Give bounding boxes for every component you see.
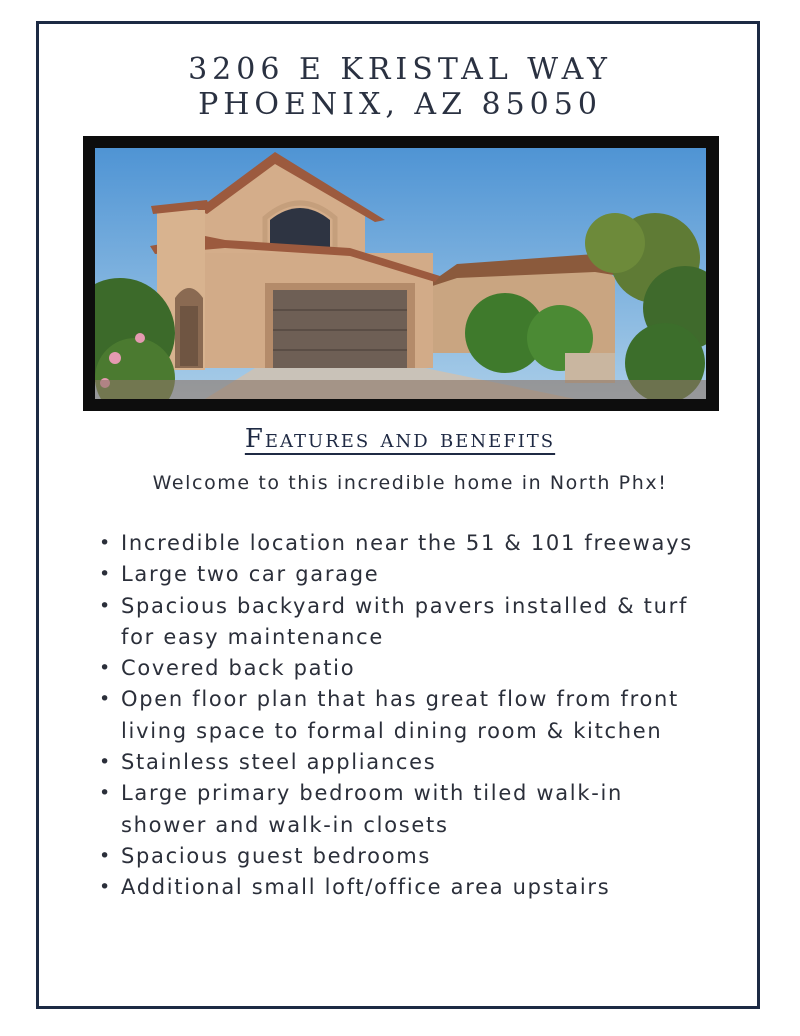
features-heading: [0, 424, 800, 454]
bullet-icon: •: [99, 657, 112, 680]
feature-text: Covered back patio: [121, 656, 356, 681]
intro-text: Welcome to this incredible home in North Phx!: [152, 472, 668, 494]
bullet-icon: •: [99, 594, 112, 617]
bullet-icon: •: [99, 688, 112, 711]
address-line-2: PHOENIX, AZ 85050: [198, 87, 602, 122]
property-photo: [95, 148, 706, 399]
property-photo-frame: [83, 136, 719, 411]
feature-text: Additional small loft/office area upstairs: [121, 875, 611, 900]
bullet-icon: •: [99, 563, 112, 586]
feature-text: Spacious backyard with pavers installed & turf for easy maintenance: [121, 593, 689, 649]
feature-text: Large two car garage: [121, 562, 380, 587]
bullet-icon: •: [99, 751, 112, 774]
bullet-icon: •: [99, 782, 112, 805]
list-item: [97, 684, 717, 747]
bullet-icon: •: [99, 532, 112, 554]
feature-text: Spacious guest bedrooms: [121, 843, 432, 868]
list-item: [97, 591, 717, 654]
feature-text: Stainless steel appliances: [121, 750, 437, 775]
feature-text: Large primary bedroom with tiled walk-in shower and walk-in closets: [121, 781, 624, 837]
features-heading-text: Features and benefits: [244, 424, 556, 454]
list-item: [97, 528, 717, 559]
feature-text: Open floor plan that has great flow from front living space to formal dining room & kitchen: [121, 687, 679, 743]
bullet-icon: •: [99, 876, 112, 899]
list-item: [97, 872, 717, 903]
list-item: [97, 747, 717, 778]
feature-text: Incredible location near the 51 & 101 freeways: [121, 531, 693, 555]
list-item: [97, 653, 717, 684]
address-line-1: 3206 E KRISTAL WAY: [188, 52, 612, 87]
list-item: [97, 559, 717, 590]
house-photo-image: [95, 148, 706, 399]
list-item: [97, 778, 717, 841]
features-list: [97, 528, 717, 904]
list-item: [97, 841, 717, 872]
bullet-icon: •: [99, 844, 112, 867]
